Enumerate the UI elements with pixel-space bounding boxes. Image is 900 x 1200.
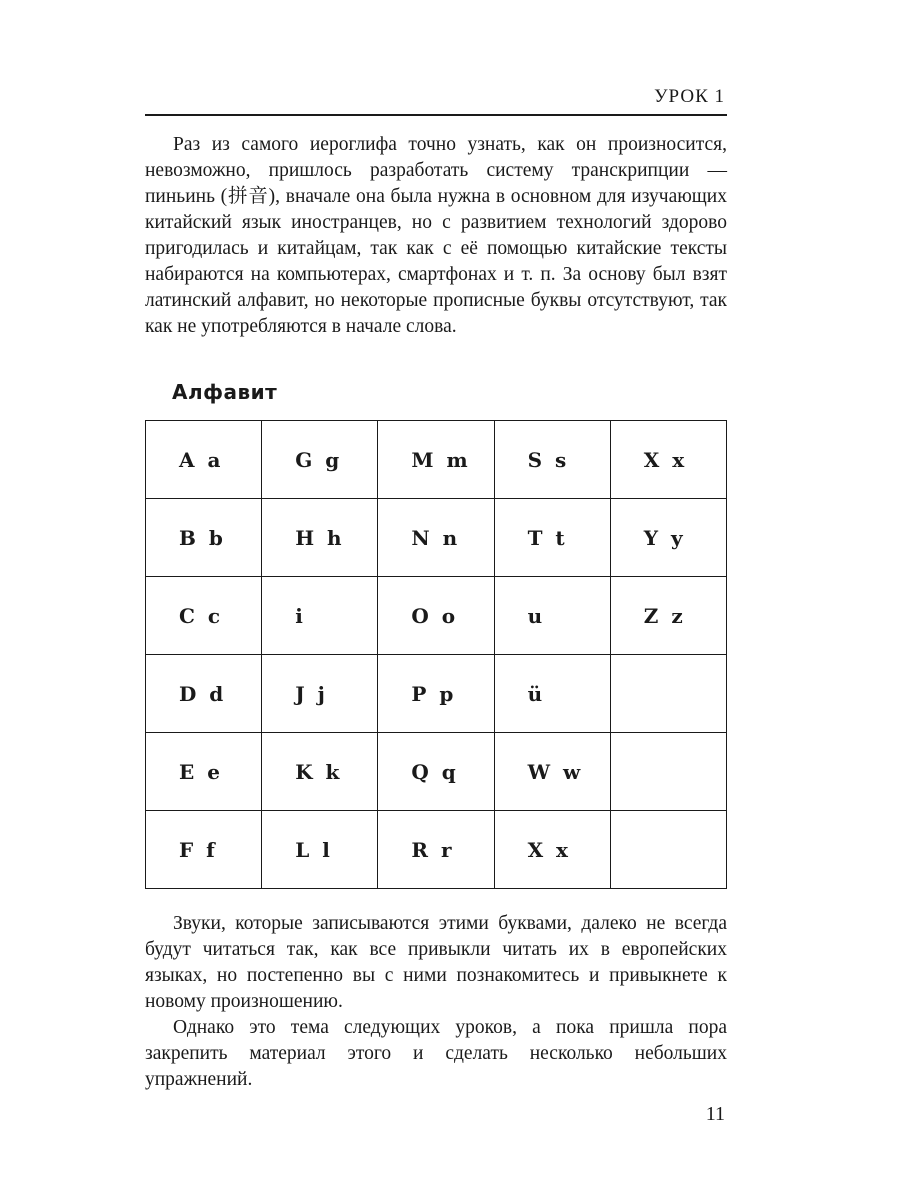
letter-cell: ü — [494, 655, 610, 733]
intro-paragraph: Раз из самого иероглифа точно узнать, как он произносится, невозможно, пришлось разработать систему транскрипции — пиньинь (拼音), вначале она была нужна в основном для изучающих китайский язык иностранцев, но с развитием технологий здорово пригодилась и китайцам, так как с её помощью китайские тексты набираются на компьютерах, смартфонах и т. п. За основу был взят латинский алфавит, но некоторые прописные буквы отсутствуют, так как не употребляются в начале слова. — [145, 134, 727, 337]
letter-cell: G g — [262, 421, 378, 499]
table-row — [146, 733, 727, 811]
letter-cell: Y y — [610, 499, 726, 577]
letter-cell: M m — [378, 421, 494, 499]
table-row — [146, 421, 727, 499]
letter-cell: i — [262, 577, 378, 655]
letter-cell: K k — [262, 733, 378, 811]
letter-cell: Q q — [378, 733, 494, 811]
letter-cell: J j — [262, 655, 378, 733]
empty-cell — [610, 655, 726, 733]
page-number: 11 — [705, 1103, 725, 1125]
empty-cell — [610, 733, 726, 811]
table-row — [146, 499, 727, 577]
letter-cell: W w — [494, 733, 610, 811]
letter-cell: X x — [494, 811, 610, 889]
header-rule — [145, 114, 727, 116]
table-row — [146, 655, 727, 733]
table-row — [146, 811, 727, 889]
letter-cell: Z z — [610, 577, 726, 655]
sounds-paragraph: Звуки, которые записываются этими буквами, далеко не всегда будут читаться так, как все привыкли читать их в европейских языках, но постепенно вы с ними познакомитесь и привыкнете к новому произношению. — [145, 913, 727, 1012]
letter-cell: E e — [146, 733, 262, 811]
letter-cell: H h — [262, 499, 378, 577]
letter-cell: N n — [378, 499, 494, 577]
letter-cell: C c — [146, 577, 262, 655]
section-title: Алфавит — [172, 380, 278, 404]
letter-cell: u — [494, 577, 610, 655]
next-lessons-paragraph: Однако это тема следующих уроков, а пока пришла пора закрепить материал этого и сделать несколько небольших упражнений. — [145, 1017, 727, 1090]
alphabet-table — [145, 420, 727, 889]
letter-cell: P p — [378, 655, 494, 733]
letter-cell: D d — [146, 655, 262, 733]
letter-cell: L l — [262, 811, 378, 889]
letter-cell: X x — [610, 421, 726, 499]
letter-cell: A a — [146, 421, 262, 499]
letter-cell: B b — [146, 499, 262, 577]
letter-cell: R r — [378, 811, 494, 889]
empty-cell — [610, 811, 726, 889]
letter-cell: T t — [494, 499, 610, 577]
table-row — [146, 577, 727, 655]
letter-cell: O o — [378, 577, 494, 655]
letter-cell: S s — [494, 421, 610, 499]
running-header: УРОК 1 — [654, 86, 725, 107]
letter-cell: F f — [146, 811, 262, 889]
